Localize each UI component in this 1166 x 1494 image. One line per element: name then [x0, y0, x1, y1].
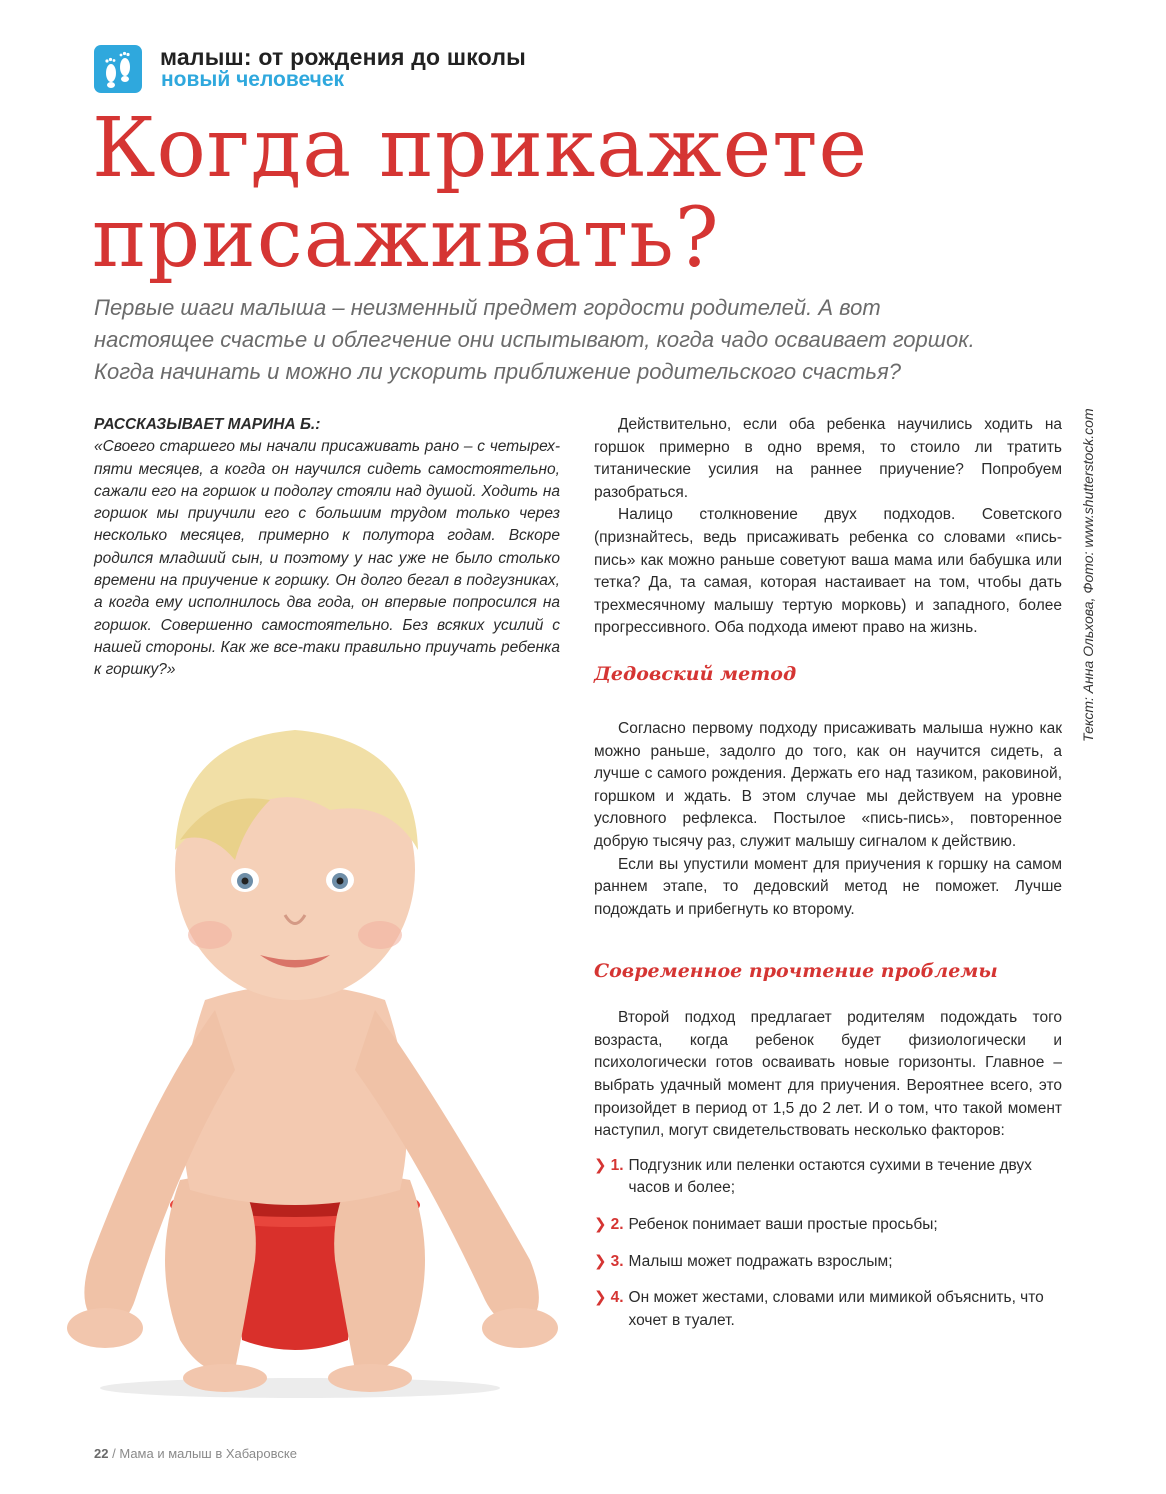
- footprints-icon: [94, 45, 142, 93]
- paragraph-2: Налицо столкновение двух подходов. Советского (признайтесь, ведь присаживать ребенка со словами «пись-пись» как можно раньше советуют ваша мама или бабушка или тетка? Да, та самая, которая настаивает на том, чтобы дать трехмесячному малышу тертую морковь) и западного, более прогрессивного. Оба подхода имеют право на жизнь.: [594, 506, 1062, 637]
- list-item: [594, 1155, 1062, 1200]
- chevron-right-icon: ❯: [594, 1216, 607, 1234]
- list-text: Малыш может подражать взрослым;: [628, 1252, 893, 1270]
- list-number: 1.: [610, 1156, 624, 1174]
- headline-line-1: Когда прикажете: [92, 101, 869, 196]
- quote-author: РАССКАЗЫВАЕТ МАРИНА Б.:: [94, 416, 321, 433]
- section-subtitle: новый человечек: [161, 68, 345, 91]
- headline: [92, 101, 1092, 286]
- child-on-potty-photo: [30, 700, 590, 1400]
- page-footer: [94, 1446, 297, 1461]
- footer-separator: /: [112, 1446, 116, 1461]
- chevron-right-icon: ❯: [594, 1156, 607, 1174]
- quote-text: «Своего старшего мы начали присаживать рано – с четырех-пяти месяцев, а когда он научился сидеть самостоятельно, сажали его на горшок и подолгу стояли над душой. Ходить на горшок мы приучили его с большим трудом только через несколько месяцев, примерно к полутора годам. Вскоре родился младший сын, и поэтому у нас уже не было столько времени на приучение к горшку. Он долго бегал в подгузниках, а когда ему исполнилось два года, он впервые попросился на горшок. Совершенно самостоятельно. Без всяких усилий с нашей стороны. Как же все-таки правильно приучать ребенка к горшку?»: [94, 438, 560, 679]
- page-number: 22: [94, 1446, 109, 1461]
- list-number: 2.: [610, 1216, 624, 1234]
- chevron-right-icon: ❯: [594, 1252, 607, 1270]
- paragraph-1: Действительно, если оба ребенка научились ходить на горшок примерно в одно время, то стоило ли тратить титанические усилия на раннее приучение? Попробуем разобраться.: [594, 416, 1062, 501]
- photo-credit: Текст: Анна Ольхова, Фото: www.shutterstock.com: [1080, 408, 1096, 742]
- lead-paragraph: [94, 292, 1074, 388]
- lead-line-1: Первые шаги малыша – неизменный предмет гордости родителей. А вот: [94, 295, 881, 320]
- section-title: малыш: от рождения до школы: [160, 44, 526, 70]
- right-column: [594, 414, 1062, 1332]
- list-number: 3.: [610, 1252, 624, 1270]
- list-number: 4.: [610, 1289, 624, 1307]
- list-item: [594, 1251, 1062, 1274]
- left-column: [94, 414, 560, 682]
- list-text: Он может жестами, словами или мимикой объяснить, что хочет в туалет.: [628, 1289, 1044, 1329]
- list-item: [594, 1214, 1062, 1237]
- subheading-1: Дедовский метод: [594, 662, 797, 685]
- headline-line-2: присаживать?: [92, 191, 720, 286]
- chevron-right-icon: ❯: [594, 1289, 607, 1307]
- subheading-2: Современное прочтение проблемы: [594, 960, 998, 983]
- paragraph-4: Если вы упустили момент для приучения к горшку на самом раннем этапе, то дедовский метод не поможет. Лучше подождать и прибегнуть ко второму.: [594, 855, 1062, 918]
- lead-line-2: настоящее счастье и облегчение они испытывают, когда чадо осваивает горшок.: [94, 327, 975, 352]
- paragraph-5: Второй подход предлагает родителям подождать того возраста, когда ребенок будет физиологически и психологически готов осваивать новые горизонты. Главное – выбрать удачный момент для приучения. Вероятнее всего, это произойдет в период от 1,5 до 2 лет. И о том, что такой момент наступил, могут свидетельствовать несколько факторов:: [594, 1009, 1062, 1140]
- paragraph-3: Согласно первому подходу присаживать малыша нужно как можно раньше, задолго до того, как он научится сидеть, а лучше с самого рождения. Держать его над тазиком, раковиной, горшком и ждать. В этом случае мы действуем на уровне условного рефлекса. Постылое «пись-пись», повторенное добрую тысячу раз, служит малышу сигналом к действию.: [594, 719, 1062, 850]
- lead-line-3: Когда начинать и можно ли ускорить приближение родительского счастья?: [94, 359, 901, 384]
- list-item: [594, 1287, 1062, 1332]
- list-text: Подгузник или пеленки остаются сухими в течение двух часов и более;: [628, 1156, 1032, 1197]
- list-text: Ребенок понимает ваши простые просьбы;: [628, 1216, 938, 1234]
- magazine-name: Мама и малыш в Хабаровске: [119, 1446, 297, 1461]
